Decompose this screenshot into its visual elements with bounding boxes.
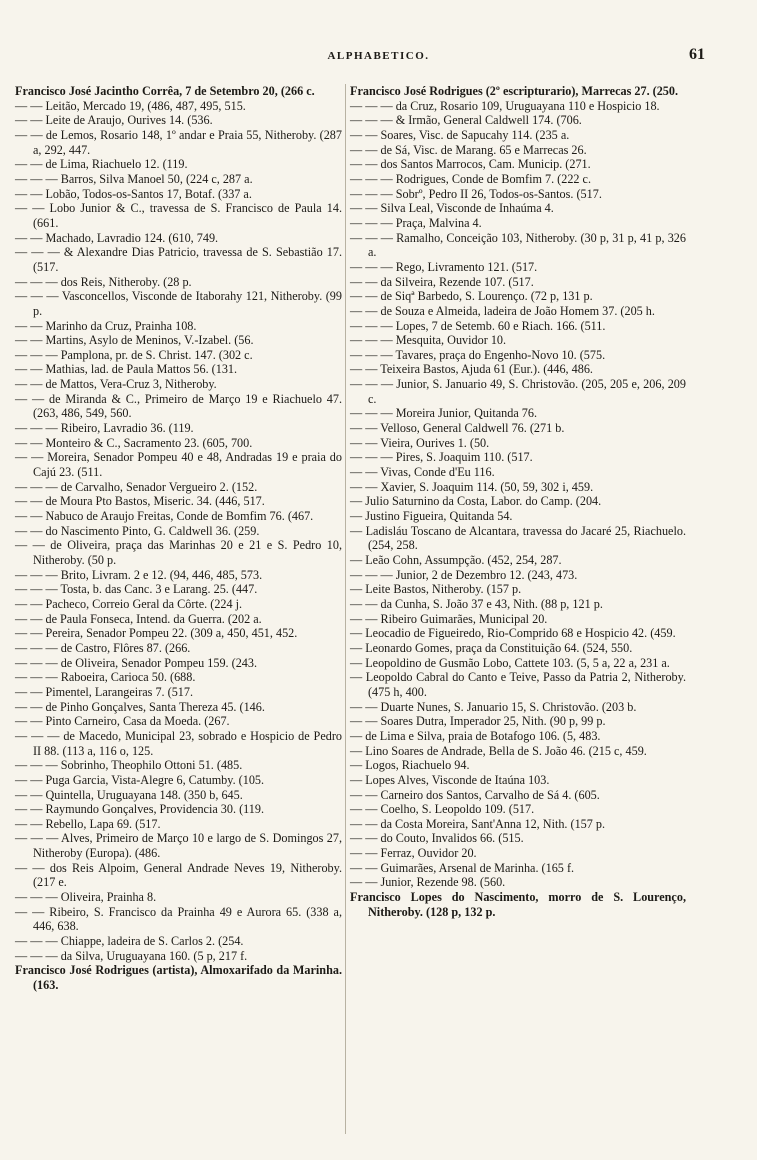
directory-entry: — — — de Carvalho, Senador Vergueiro 2. (152. <box>15 479 258 494</box>
directory-entry: — — Moreira, Senador Pompeu 40 e 48, Andradas 19 e praia do Cajú 23. (511. <box>15 450 342 480</box>
directory-entry: — — — Moreira Junior, Quitanda 76. <box>350 406 538 421</box>
directory-entry: — — de Pinho Gonçalves, Santa Thereza 45. (146. <box>15 699 265 714</box>
directory-entry: — — — Ramalho, Conceição 103, Nitheroby. (30 p, 31 p, 41 p, 326 a. <box>350 230 686 260</box>
directory-entry: — — — de Oliveira, Senador Pompeu 159. (243. <box>15 655 258 670</box>
directory-entry: — Leocadio de Figueiredo, Rio-Comprido 68 e Hospicio 42. (459. <box>350 626 676 641</box>
directory-entry: — — Pacheco, Correio Geral da Côrte. (224 j. <box>15 596 243 611</box>
directory-entry: — — do Couto, Invalidos 66. (515. <box>350 831 524 846</box>
directory-entry: — — — da Silva, Uruguayana 160. (5 p, 217 f. <box>15 948 248 963</box>
directory-entry: — — Ribeiro, S. Francisco da Prainha 49 e Aurora 65. (338 a, 446, 638. <box>15 904 342 934</box>
directory-entry: — — Martins, Asylo de Meninos, V.-Izabel. (56. <box>15 333 254 348</box>
directory-entry: — — — Ribeiro, Lavradio 36. (119. <box>15 421 194 436</box>
directory-entry: — — Machado, Lavradio 124. (610, 749. <box>15 230 219 245</box>
directory-entry: Francisco José Rodrigues (artista), Almoxarifado da Marinha. (163. <box>15 963 342 993</box>
directory-entry: — — de Sá, Visc. de Marang. 65 e Marrecas 26. <box>350 142 587 157</box>
directory-entry: — — do Nascimento Pinto, G. Caldwell 36. (259. <box>15 523 260 538</box>
directory-entry: — — da Cunha, S. João 37 e 43, Nith. (88 p, 121 p. <box>350 596 603 611</box>
directory-entry: — — — Sobrinho, Theophilo Ottoni 51. (485. <box>15 758 243 773</box>
directory-entry: — — Rebello, Lapa 69. (517. <box>15 816 161 831</box>
directory-entry: — Leopoldo Cabral do Canto e Teive, Passo da Patria 2, Nitheroby. (475 h, 400. <box>350 670 686 699</box>
column-divider <box>345 84 346 1134</box>
directory-entry: — — da Costa Moreira, Sant'Anna 12, Nith. (157 p. <box>350 816 606 831</box>
directory-entry: — — — de Castro, Flôres 87. (266. <box>15 640 191 655</box>
directory-entry: — — Pereira, Senador Pompeu 22. (309 a, 450, 451, 452. <box>15 626 298 641</box>
directory-entry: — — — dos Reis, Nitheroby. (28 p. <box>15 274 192 289</box>
directory-entry: — — — Tosta, b. das Canc. 3 e Larang. 25. (447. <box>15 582 258 597</box>
directory-entry: — — Silva Leal, Visconde de Inhaúma 4. <box>350 201 554 216</box>
directory-entry: — — Raymundo Gonçalves, Providencia 30. (119. <box>15 802 265 817</box>
directory-entry: — — de Miranda & C., Primeiro de Março 19 e Riachuelo 47. (263, 486, 549, 560. <box>15 391 342 421</box>
directory-entry: — — — da Cruz, Rosario 109, Uruguayana 110 e Hospicio 18. <box>350 98 660 113</box>
directory-entry: — — da Silveira, Rezende 107. (517. <box>350 274 534 289</box>
directory-entry: — Logos, Riachuelo 94. <box>350 758 470 773</box>
directory-entry: — — — Chiappe, ladeira de S. Carlos 2. (254. <box>15 934 244 949</box>
directory-entry: — — Ribeiro Guimarães, Municipal 20. <box>350 611 548 626</box>
directory-entry: — — Quintella, Uruguayana 148. (350 b, 645. <box>15 787 243 802</box>
directory-entry: — Leonardo Gomes, praça da Constituição 64. (524, 550. <box>350 640 633 655</box>
directory-entry: — Leite Bastos, Nitheroby. (157 p. <box>350 582 522 597</box>
directory-entry: — — dos Santos Marrocos, Cam. Municip. (271. <box>350 157 591 172</box>
directory-entry: — — — Vasconcellos, Visconde de Itaborahy 121, Nitheroby. (99 p. <box>15 289 342 318</box>
directory-entry: — — — Barros, Silva Manoel 50, (224 c, 287 a. <box>15 171 253 186</box>
directory-entry: — Lino Soares de Andrade, Bella de S. João 46. (215 c, 459. <box>350 743 647 758</box>
directory-entry: — — Xavier, S. Joaquim 114. (50, 59, 302 i, 459. <box>350 479 594 494</box>
directory-entry: — — Pinto Carneiro, Casa da Moeda. (267. <box>15 714 230 729</box>
running-head: ALPHABETICO. <box>327 50 430 62</box>
directory-entry: — — — Rego, Livramento 121. (517. <box>350 259 538 274</box>
directory-entry: — — Leite de Araujo, Ourives 14. (536. <box>15 113 213 128</box>
directory-entry: — — Teixeira Bastos, Ajuda 61 (Eur.). (446, 486. <box>350 362 593 377</box>
directory-entry: — — de Moura Pto Bastos, Miseric. 34. (446, 517. <box>15 494 265 509</box>
left-column <box>15 84 342 993</box>
directory-entry: — — — de Macedo, Municipal 23, sobrado e Hospicio de Pedro II 88. (113 a, 116 o, 125. <box>15 728 342 758</box>
directory-entry: — — de Mattos, Vera-Cruz 3, Nitheroby. <box>15 377 217 392</box>
directory-entry: — — dos Reis Alpoim, General Andrade Neves 19, Nitheroby. (217 e. <box>15 860 342 890</box>
directory-entry: Francisco José Jacintho Corrêa, 7 de Setembro 20, (266 c. <box>15 84 315 98</box>
directory-entry: — — Mathias, lad. de Paula Mattos 56. (131. <box>15 362 238 377</box>
directory-entry: — Leopoldino de Gusmão Lobo, Cattete 103. (5, 5 a, 22 a, 231 a. <box>350 655 670 670</box>
directory-entry: — — de Lemos, Rosario 148, 1º andar e Praia 55, Nitheroby. (287 a, 292, 447. <box>15 127 342 157</box>
directory-entry: — — de Paula Fonseca, Intend. da Guerra. (202 a. <box>15 611 262 626</box>
directory-entry: — — Junior, Rezende 98. (560. <box>350 875 506 890</box>
directory-entry: — — — Pamplona, pr. de S. Christ. 147. (302 c. <box>15 347 253 362</box>
directory-entry: — — Pimentel, Larangeiras 7. (517. <box>15 684 194 699</box>
directory-entry: — — Leitão, Mercado 19, (486, 487, 495, 515. <box>15 98 246 113</box>
directory-entry: — — — Lopes, 7 de Setemb. 60 e Riach. 166. (511. <box>350 318 606 333</box>
directory-entry: — — Velloso, General Caldwell 76. (271 b. <box>350 421 565 436</box>
directory-entry: — — Vivas, Conde d'Eu 116. <box>350 465 495 480</box>
directory-entry: — Leão Cohn, Assumpção. (452, 254, 287. <box>350 553 562 567</box>
directory-entry: — — de Souza e Almeida, ladeira de João Homem 37. (205 h. <box>350 303 655 318</box>
directory-entry: — — — Pires, S. Joaquim 110. (517. <box>350 450 533 465</box>
directory-entry: — — de Siqª Barbedo, S. Lourenço. (72 p, 131 p. <box>350 289 593 304</box>
directory-entry: — — Coelho, S. Leopoldo 109. (517. <box>350 802 535 817</box>
directory-entry: — — Lobão, Todos-os-Santos 17, Botaf. (337 a. <box>15 186 252 201</box>
directory-entry: — Julio Saturnino da Costa, Labor. do Camp. (204. <box>350 494 602 509</box>
directory-entry: — Justino Figueira, Quitanda 54. <box>350 509 513 524</box>
directory-entry: — — Puga Garcia, Vista-Alegre 6, Catumby. (105. <box>15 772 265 787</box>
directory-entry: — de Lima e Silva, praia de Botafogo 106. (5, 483. <box>350 728 601 743</box>
directory-entry: — — Carneiro dos Santos, Carvalho de Sá 4. (605. <box>350 787 600 802</box>
directory-entry: — — — Alves, Primeiro de Março 10 e largo de S. Domingos 27, Nitheroby (Europa). (486. <box>15 831 342 861</box>
directory-entry: — — — Brito, Livram. 2 e 12. (94, 446, 485, 573. <box>15 567 263 582</box>
directory-entry: — — — Sobrº, Pedro II 26, Todos-os-Santos. (517. <box>350 186 602 201</box>
directory-entry: — — Marinho da Cruz, Prainha 108. <box>15 318 197 333</box>
directory-entry: — — — Oliveira, Prainha 8. <box>15 890 157 905</box>
directory-entry: — — Soares, Visc. de Sapucahy 114. (235 a. <box>350 127 570 142</box>
directory-entry: — — de Lima, Riachuelo 12. (119. <box>15 157 188 172</box>
directory-entry: — — de Oliveira, praça das Marinhas 20 e 21 e S. Pedro 10, Nitheroby. (50 p. <box>15 538 342 567</box>
directory-entry: — — Guimarães, Arsenal de Marinha. (165 f. <box>350 860 575 875</box>
right-column <box>350 84 686 919</box>
directory-entry: — — — Junior, S. Januario 49, S. Christovão. (205, 205 e, 206, 209 c. <box>350 377 686 406</box>
directory-entry: — — — Rodrigues, Conde de Bomfim 7. (222 c. <box>350 171 592 186</box>
directory-entry: — Ladisláu Toscano de Alcantara, travessa do Jacaré 25, Riachuelo. (254, 258. <box>350 523 686 553</box>
directory-entry: — Lopes Alves, Visconde de Itaúna 103. <box>350 772 550 787</box>
directory-entry: — — — & Alexandre Dias Patricio, travessa de S. Sebastião 17. (517. <box>15 245 342 274</box>
directory-entry: — — — Praça, Malvina 4. <box>350 215 482 230</box>
directory-entry: — — Monteiro & C., Sacramento 23. (605, 700. <box>15 435 253 450</box>
directory-entry: — — Lobo Junior & C., travessa de S. Francisco de Paula 14. (661. <box>15 201 342 230</box>
directory-entry: — — — Mesquita, Ouvidor 10. <box>350 333 507 348</box>
directory-entry: — — — Junior, 2 de Dezembro 12. (243, 473. <box>350 567 578 582</box>
directory-entry: — — Duarte Nunes, S. Januario 15, S. Christovão. (203 b. <box>350 699 637 714</box>
directory-entry: — — Ferraz, Ouvidor 20. <box>350 846 477 861</box>
directory-entry: — — Soares Dutra, Imperador 25, Nith. (90 p, 99 p. <box>350 714 606 729</box>
directory-entry: — — — Tavares, praça do Engenho-Novo 10. (575. <box>350 347 606 362</box>
directory-entry: — — Vieira, Ourives 1. (50. <box>350 435 490 450</box>
directory-entry: Francisco José Rodrigues (2º escripturario), Marrecas 27. (250. <box>350 84 679 98</box>
directory-entry: — — — Raboeira, Carioca 50. (688. <box>15 670 196 685</box>
page-number: 61 <box>689 46 705 63</box>
directory-entry: — — Nabuco de Araujo Freitas, Conde de Bomfim 76. (467. <box>15 509 314 524</box>
directory-entry: — — — & Irmão, General Caldwell 174. (706. <box>350 113 582 128</box>
directory-entry: Francisco Lopes do Nascimento, morro de S. Lourenço, Nitheroby. (128 p, 132 p. <box>350 890 686 919</box>
